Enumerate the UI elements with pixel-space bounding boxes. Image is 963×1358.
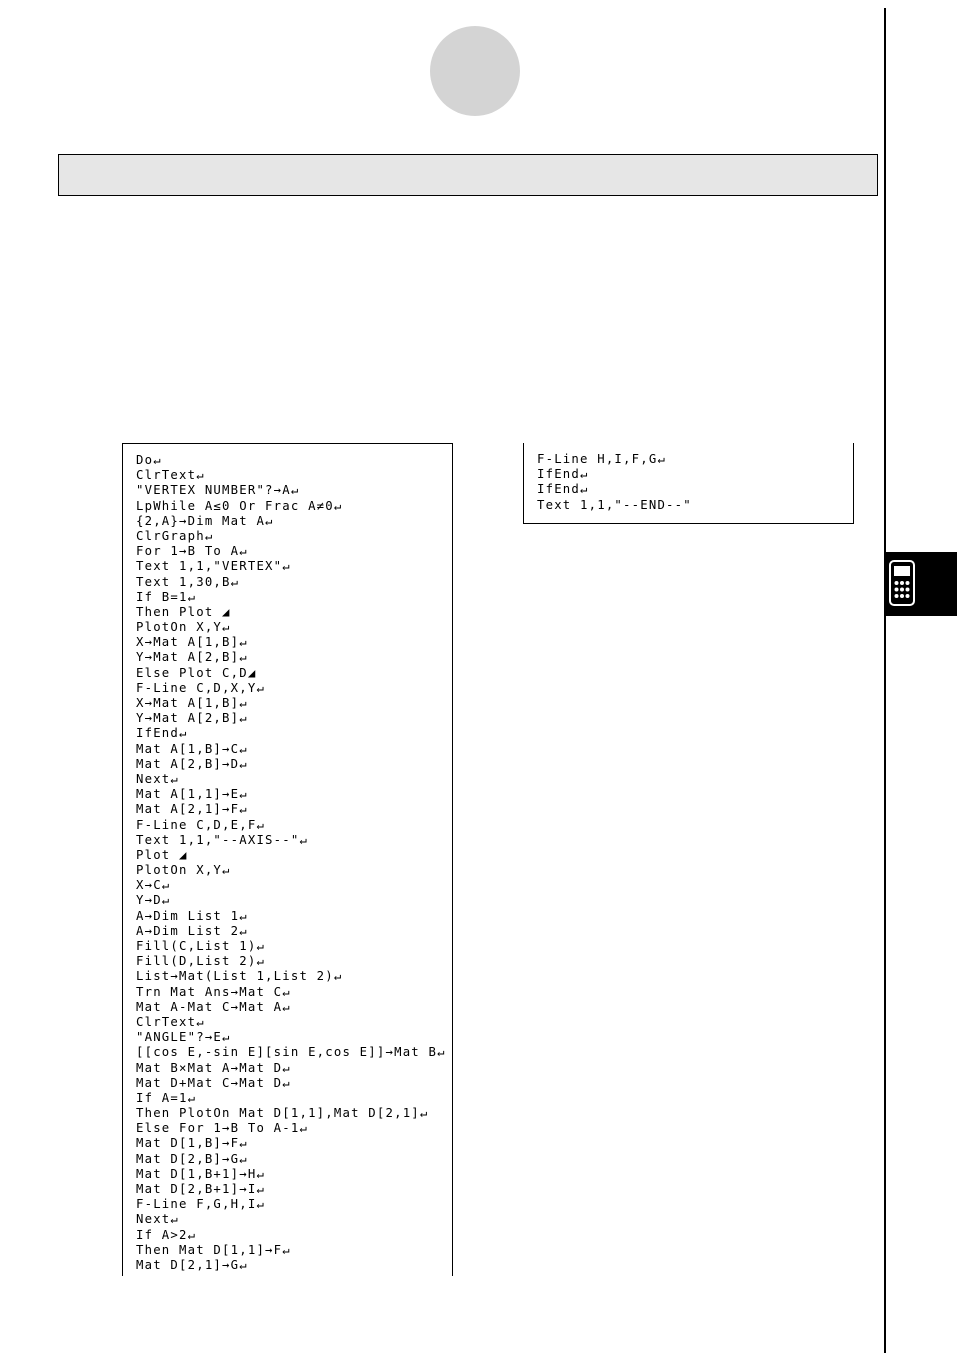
code-line: Y→D↵	[136, 893, 171, 908]
code-line: Mat D[1,B+1]→H↵	[136, 1166, 266, 1181]
chapter-circle-marker	[430, 26, 520, 116]
code-line: PlotOn X,Y↵	[136, 620, 231, 635]
code-line: IfEnd↵	[537, 482, 589, 497]
code-line: X→Mat A[1,B]↵	[136, 696, 248, 710]
code-line: Fill(D,List 2)↵	[136, 954, 266, 969]
code-line: {2,A}→Dim Mat A↵	[136, 513, 274, 528]
code-line: Then Plot ◢	[136, 604, 231, 619]
code-line: Mat D[1,B]→F↵	[136, 1136, 248, 1151]
code-line: For 1→B To A↵	[136, 544, 248, 559]
code-line: Next↵	[136, 771, 180, 786]
code-line: Mat B×Mat A→Mat D↵	[136, 1060, 291, 1075]
code-line: Then PlotOn Mat D[1,1],Mat D[2,1]↵	[136, 1106, 429, 1121]
code-line: F-Line H,I,F,G↵	[537, 452, 667, 466]
code-line: Mat D[2,B]→G↵	[136, 1151, 248, 1166]
code-line: X→Mat A[1,B]↵	[136, 635, 248, 650]
code-line: Next↵	[136, 1212, 180, 1227]
code-line: PlotOn X,Y↵	[136, 863, 231, 878]
calculator-icon	[889, 560, 915, 606]
code-line: ClrGraph↵	[136, 528, 214, 543]
code-line: Text 1,1,"VERTEX"↵	[136, 559, 291, 574]
program-listing-left	[122, 443, 453, 1276]
code-line: IfEnd↵	[537, 467, 589, 482]
code-line: Mat A[2,B]→D↵	[136, 756, 248, 771]
code-line: Y→Mat A[2,B]↵	[136, 711, 248, 726]
code-line: Text 1,30,B↵	[136, 574, 240, 589]
code-line: "ANGLE"?→E↵	[136, 1030, 231, 1045]
code-line: LpWhile A≤0 Or Frac A≠0↵	[136, 498, 343, 513]
code-line: A→Dim List 1↵	[136, 908, 248, 923]
code-line: Mat D[2,1]→G↵	[136, 1257, 248, 1272]
code-line: Do↵	[136, 453, 162, 467]
code-line: Mat A[2,1]→F↵	[136, 802, 248, 817]
code-line: ClrText↵	[136, 1014, 205, 1029]
code-block-right	[537, 452, 692, 513]
code-line: F-Line C,D,X,Y↵	[136, 680, 266, 695]
code-line: List→Mat(List 1,List 2)↵	[136, 969, 343, 984]
code-line: Mat D+Mat C→Mat D↵	[136, 1075, 291, 1090]
chapter-side-tab	[885, 552, 957, 616]
code-line: Mat D[2,B+1]→I↵	[136, 1182, 266, 1196]
code-line: F-Line F,G,H,I↵	[136, 1197, 266, 1212]
section-title-bar	[58, 154, 878, 196]
code-line: F-Line C,D,E,F↵	[136, 817, 266, 832]
code-line: Else Plot C,D◢	[136, 665, 257, 680]
code-line: Then Mat D[1,1]→F↵	[136, 1242, 291, 1257]
code-line: Text 1,1,"--END--"	[537, 497, 692, 512]
code-line: Mat A[1,B]→C↵	[136, 741, 248, 756]
code-line: Mat A[1,1]→E↵	[136, 787, 248, 802]
code-line: [[cos E,-sin E][sin E,cos E]]→Mat B↵	[136, 1045, 446, 1060]
code-line: Else For 1→B To A-1↵	[136, 1121, 309, 1136]
code-line: If B=1↵	[136, 589, 197, 604]
code-line: Trn Mat Ans→Mat C↵	[136, 984, 291, 999]
code-line: A→Dim List 2↵	[136, 923, 248, 938]
code-line: Y→Mat A[2,B]↵	[136, 650, 248, 665]
code-line: Fill(C,List 1)↵	[136, 939, 266, 953]
code-line: If A>2↵	[136, 1227, 197, 1242]
code-line: Mat A-Mat C→Mat A↵	[136, 999, 291, 1014]
code-line: If A=1↵	[136, 1090, 197, 1105]
code-block-left	[136, 453, 446, 1273]
page-edge-rule	[884, 8, 886, 1353]
code-line: Text 1,1,"--AXIS--"↵	[136, 832, 309, 847]
code-line: IfEnd↵	[136, 726, 188, 741]
program-listing-right	[523, 443, 854, 524]
code-line: "VERTEX NUMBER"?→A↵	[136, 483, 300, 498]
code-line: ClrText↵	[136, 468, 205, 483]
code-line: Plot ◢	[136, 847, 188, 862]
code-line: X→C↵	[136, 878, 171, 893]
